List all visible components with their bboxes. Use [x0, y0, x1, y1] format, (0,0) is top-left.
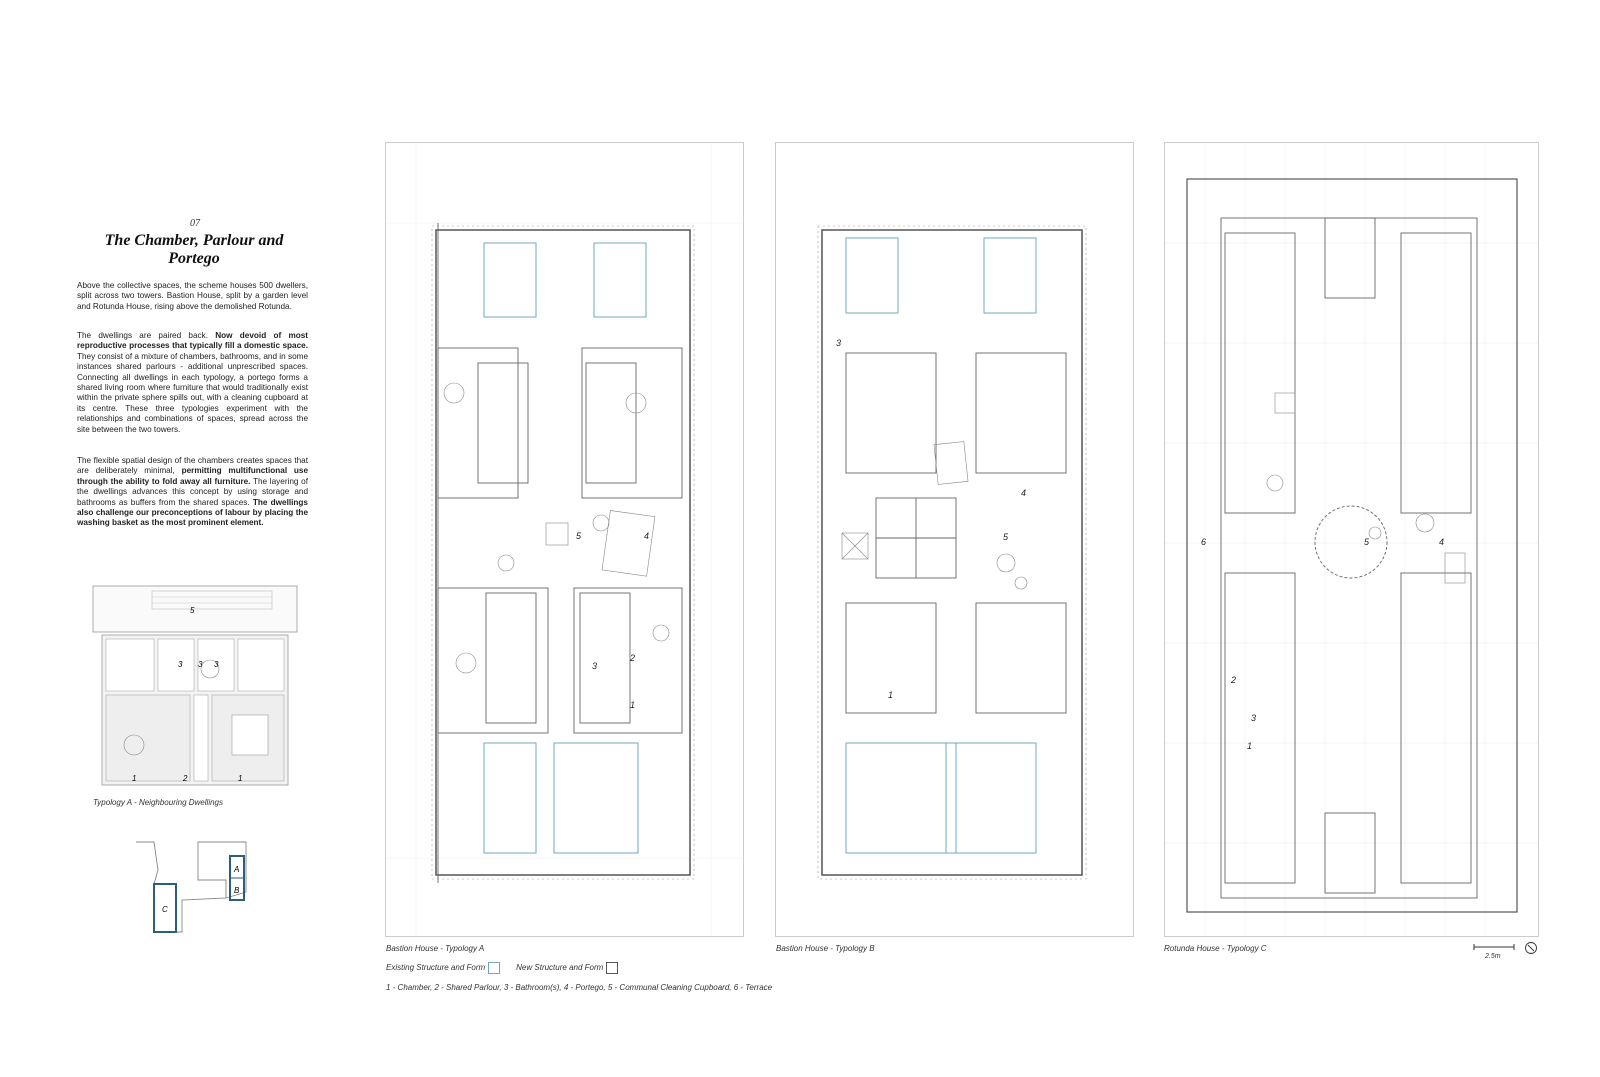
stair-core-top — [1325, 218, 1375, 298]
central-rotunda — [1315, 506, 1387, 578]
dwellings-paragraph — [77, 331, 308, 435]
plan-b-label-5: 5 — [1003, 532, 1009, 542]
plan-panel-typology-c — [1164, 142, 1539, 937]
dwelling-block-sw — [438, 588, 548, 733]
inset-store — [238, 639, 284, 691]
key-label-c: C — [162, 905, 168, 914]
dwelling-block-b2 — [976, 353, 1066, 473]
dwelling-column-east-bottom — [1401, 573, 1471, 883]
inset-label-5: 5 — [190, 606, 195, 615]
legend-new-swatch — [606, 962, 618, 974]
tower-perimeter-b — [822, 230, 1082, 875]
dwelling-block-se — [574, 588, 682, 733]
existing-core-top-right-b — [984, 238, 1036, 313]
chambers-text-a: The flexible spatial design of the chambers creates spaces that are deliberately minimal, — [77, 456, 308, 476]
section-number: 07 — [190, 218, 200, 229]
page-title: The Chamber, Parlour and Portego — [104, 232, 284, 267]
dwellings-text-a: The dwellings are paired back. — [77, 331, 216, 340]
existing-core-bottom-right-b — [946, 743, 1036, 853]
dwelling-block-ne — [582, 348, 682, 498]
legend-existing-swatch — [488, 962, 500, 974]
plan-a-label-2: 2 — [630, 653, 636, 663]
inset-parlour — [194, 695, 208, 781]
plan-panel-typology-b — [775, 142, 1134, 937]
chambers-paragraph — [77, 456, 308, 529]
plan-a-label-1: 1 — [630, 700, 636, 710]
plan-b-label-3: 3 — [836, 338, 842, 348]
existing-core-bottom-right — [554, 743, 638, 853]
plan-c-label-6: 6 — [1201, 537, 1207, 547]
plan-caption-a: Bastion House - Typology A — [386, 944, 485, 953]
inset-label-2: 2 — [183, 774, 188, 783]
legend-key-note: 1 - Chamber, 2 - Shared Parlour, 3 - Bathroom(s), 4 - Portego, 5 - Communal Cleaning Cupboard, 6 - Terrace — [386, 983, 773, 992]
tower-perimeter-c — [1187, 179, 1517, 912]
legend — [386, 962, 634, 974]
inset-caption: Typology A - Neighbouring Dwellings — [93, 798, 223, 807]
plan-b-label-4: 4 — [1021, 488, 1027, 498]
key-map — [134, 840, 254, 936]
plan-caption-c: Rotunda House - Typology C — [1164, 944, 1267, 953]
chambers-text-b: The layering of the dwellings advances this concept by using storage and bathrooms as buffers from the shared spaces. — [77, 476, 308, 507]
plan-caption-b: Bastion House - Typology B — [776, 944, 875, 953]
plan-c-label-5: 5 — [1364, 537, 1370, 547]
core-outline-c — [1221, 218, 1477, 898]
legend-new-label: New Structure and Form — [516, 963, 604, 973]
plan-drawing-a — [386, 143, 743, 936]
dwelling-column-west-top — [1225, 233, 1295, 513]
inset-chamber-left — [106, 695, 190, 781]
dwellings-text-bold: Now devoid of most reproductive processes that typically fill a domestic space. — [77, 331, 309, 351]
dwelling-column-east-top — [1401, 233, 1471, 513]
inset-label-3b: 3 — [198, 660, 203, 669]
scale-bar — [1472, 941, 1542, 963]
tower-perimeter-a — [436, 230, 690, 875]
plan-c-label-4: 4 — [1439, 537, 1445, 547]
chambers-text-bold-1: permitting multifunctional use through the ability to fold away all furniture. — [77, 466, 308, 486]
plan-c-label-3: 3 — [1251, 713, 1257, 723]
plan-panel-typology-a — [385, 142, 744, 937]
inset-bathroom-mid — [158, 639, 194, 691]
key-label-b: B — [234, 886, 240, 895]
plan-drawing-c — [1165, 143, 1538, 936]
dwelling-block-b1 — [846, 353, 936, 473]
dwelling-column-west-bottom — [1225, 573, 1295, 883]
inset-label-3c: 3 — [214, 660, 219, 669]
key-label-a: A — [234, 865, 240, 874]
plan-c-label-2: 2 — [1231, 675, 1237, 685]
inset-plan — [92, 585, 298, 790]
legend-existing-label: Existing Structure and Form — [386, 963, 486, 973]
existing-core-bottom-left-b — [846, 743, 956, 853]
plan-a-label-3: 3 — [592, 661, 598, 671]
plan-c-label-1: 1 — [1247, 741, 1253, 751]
inset-bathroom-left — [106, 639, 154, 691]
dwelling-block-b5 — [976, 603, 1066, 713]
plan-a-label-4: 4 — [644, 531, 650, 541]
plan-a-label-5: 5 — [576, 531, 582, 541]
plan-drawing-b — [776, 143, 1133, 936]
inset-label-1a: 1 — [132, 774, 137, 783]
chambers-text-bold-2: The dwellings also challenge our preconceptions of labour by placing the washing basket as the most prominent element. — [77, 497, 308, 528]
existing-core-top-left — [484, 243, 536, 317]
intro-paragraph: Above the collective spaces, the scheme houses 500 dwellers, split across two towers. Bastion House, split by a garden level and Rotunda House, rising above the demolished Rotunda. — [77, 281, 308, 311]
plan-b-label-1: 1 — [888, 690, 894, 700]
inset-label-3a: 3 — [178, 660, 183, 669]
dwellings-text-b: They consist of a mixture of chambers, bathrooms, and in some instances shared parlours - additional unprescribed spaces. Connecting all dwellings in each typology, a portego forms a shared living room where furniture that would traditionally exist within the private sphere spills out, with a cleaning cupboard at its centre. These three typologies experiment with the relationships and combinations of spaces, spread across the site between the two towers. — [77, 351, 308, 434]
existing-core-top-right — [594, 243, 646, 317]
existing-core-top-left-b — [846, 238, 898, 313]
scale-label: 2.5m — [1485, 953, 1501, 960]
existing-core-bottom-left — [484, 743, 536, 853]
inset-label-1b: 1 — [238, 774, 243, 783]
stair-core-bottom — [1325, 813, 1375, 893]
